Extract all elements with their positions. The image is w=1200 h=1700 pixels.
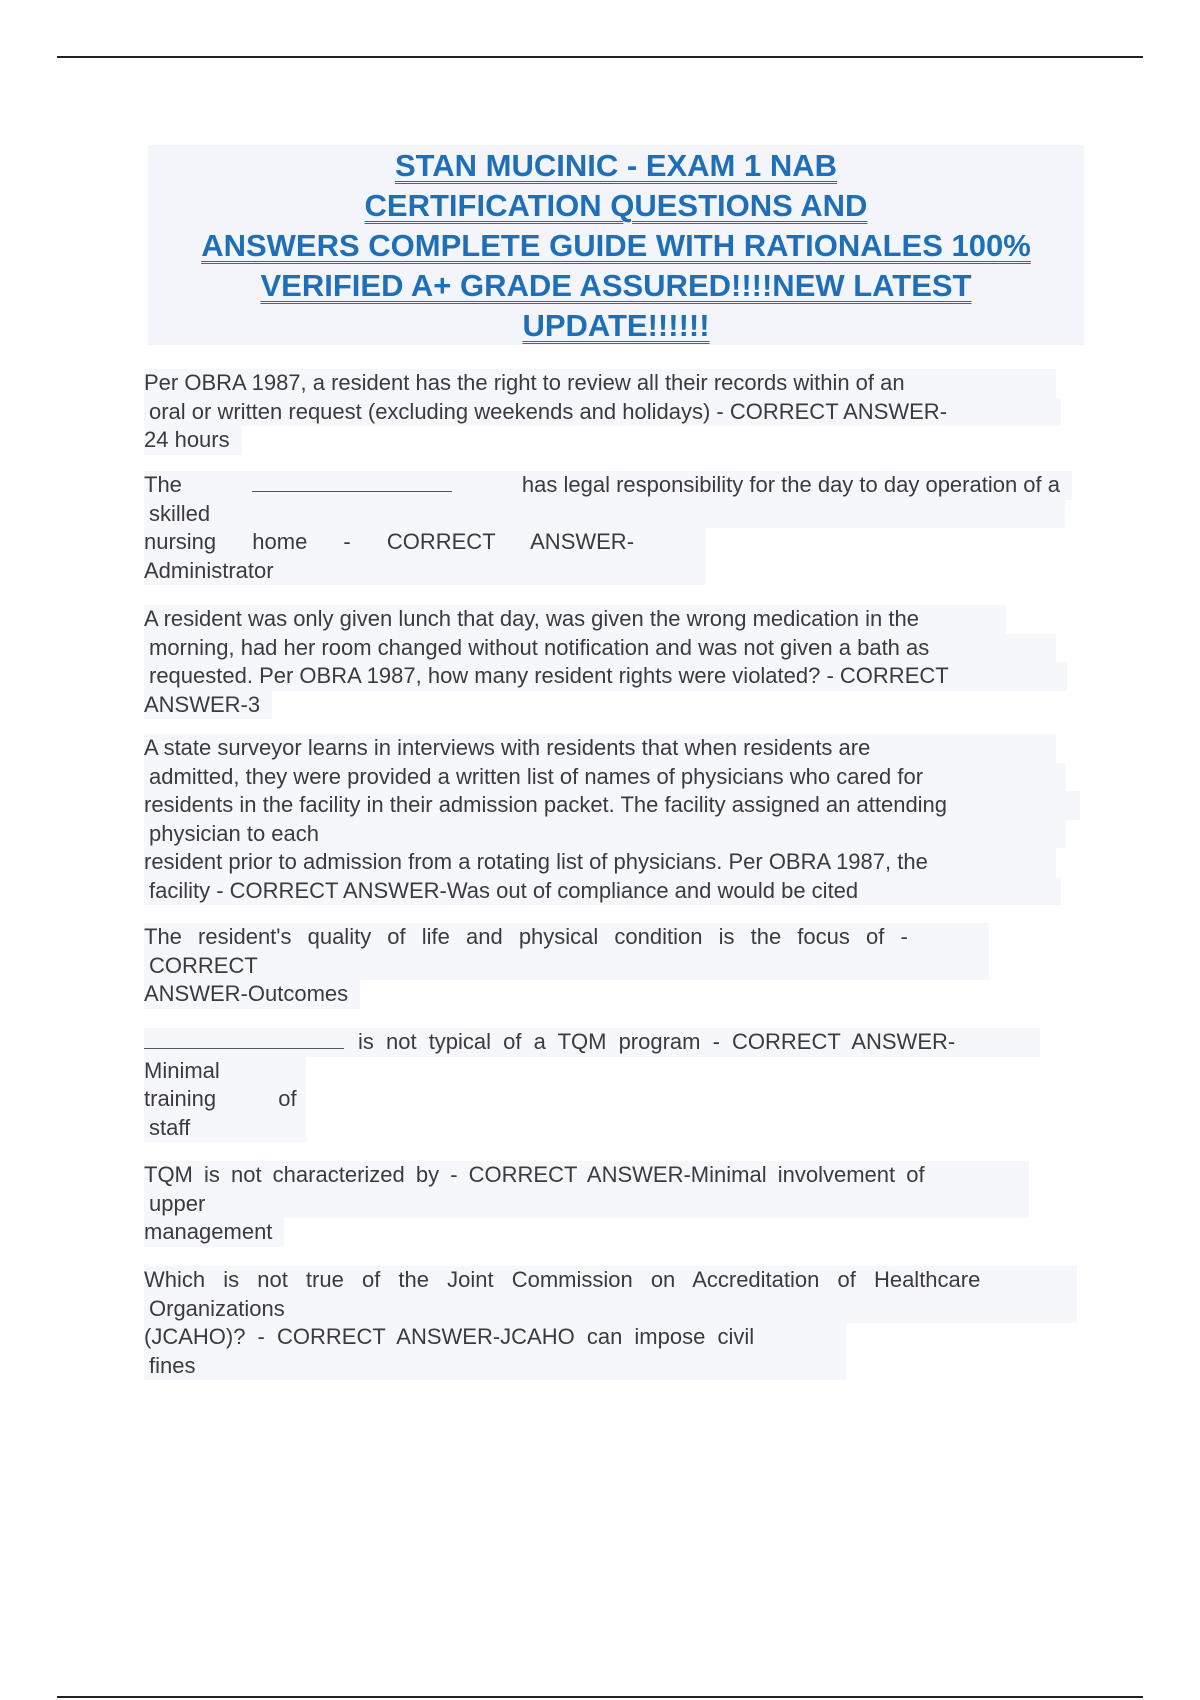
qa-item-8 <box>144 1266 1084 1380</box>
title-line[interactable]: VERIFIED A+ GRADE ASSURED!!!!NEW LATEST <box>260 268 972 303</box>
qa-line: training of <box>144 1085 306 1114</box>
qa-line: facility - CORRECT ANSWER-Was out of compliance and would be cited <box>144 877 1061 906</box>
qa-line: TQM is not characterized by - CORRECT ANSWER-Minimal involvement of <box>144 1161 1029 1190</box>
qa-line: staff <box>144 1114 306 1143</box>
qa-line: Organizations <box>144 1295 1077 1324</box>
qa-line: A state surveyor learns in interviews with residents that when residents are <box>144 734 1056 763</box>
qa-line: Minimal <box>144 1057 306 1086</box>
answer-blank <box>252 471 452 492</box>
document-title[interactable] <box>160 146 1072 346</box>
qa-line: 24 hours <box>144 426 242 455</box>
qa-line: resident prior to admission from a rotating list of physicians. Per OBRA 1987, the <box>144 848 1056 877</box>
qa-line: fines <box>144 1352 846 1381</box>
qa-line: morning, had her room changed without notification and was not given a bath as <box>144 634 1056 663</box>
qa-line: upper <box>144 1190 1029 1219</box>
qa-line: skilled <box>144 500 1065 529</box>
qa-line: CORRECT <box>144 952 989 981</box>
qa-item-3 <box>144 605 1064 719</box>
qa-line <box>144 471 1072 500</box>
qa-prefix: The <box>144 472 182 497</box>
qa-line: oral or written request (excluding weekends and holidays) - CORRECT ANSWER- <box>144 398 1061 427</box>
answer-blank <box>144 1028 344 1049</box>
qa-line: ANSWER-3 <box>144 691 272 720</box>
qa-line: Administrator <box>144 557 706 586</box>
qa-line: residents in the facility in their admission packet. The facility assigned an attending <box>144 791 1080 820</box>
qa-line: ANSWER-Outcomes <box>144 980 360 1009</box>
bottom-rule <box>57 1696 1143 1698</box>
qa-line: The resident's quality of life and physical condition is the focus of - <box>144 923 989 952</box>
qa-text: is not typical of a TQM program - CORRECT ANSWER- <box>358 1029 956 1054</box>
title-line[interactable]: CERTIFICATION QUESTIONS AND <box>364 188 868 223</box>
qa-item-4 <box>144 734 1084 905</box>
qa-item-7 <box>144 1161 1024 1247</box>
qa-line: management <box>144 1218 284 1247</box>
qa-text: has legal responsibility for the day to day operation of a <box>521 472 1060 497</box>
qa-item-5 <box>144 923 984 1009</box>
qa-item-1 <box>144 369 1058 455</box>
qa-line: A resident was only given lunch that day, was given the wrong medication in the <box>144 605 1006 634</box>
qa-line: Per OBRA 1987, a resident has the right to review all their records within of an <box>144 369 1056 398</box>
top-rule <box>57 56 1143 58</box>
qa-item-6 <box>144 1028 1044 1142</box>
qa-line: physician to each <box>144 820 1066 849</box>
qa-line: nursing home - CORRECT ANSWER- <box>144 528 706 557</box>
qa-item-2 <box>144 471 1068 585</box>
title-line[interactable]: STAN MUCINIC - EXAM 1 NAB <box>394 148 838 183</box>
qa-line: (JCAHO)? - CORRECT ANSWER-JCAHO can impose civil <box>144 1323 846 1352</box>
qa-line <box>144 1028 1040 1057</box>
qa-line: requested. Per OBRA 1987, how many resident rights were violated? - CORRECT <box>144 662 1067 691</box>
title-line[interactable]: UPDATE!!!!!! <box>522 308 710 343</box>
qa-line: admitted, they were provided a written list of names of physicians who cared for <box>144 763 1066 792</box>
title-line[interactable]: ANSWERS COMPLETE GUIDE WITH RATIONALES 100% <box>201 228 1031 263</box>
qa-line: Which is not true of the Joint Commission on Accreditation of Healthcare <box>144 1266 1077 1295</box>
